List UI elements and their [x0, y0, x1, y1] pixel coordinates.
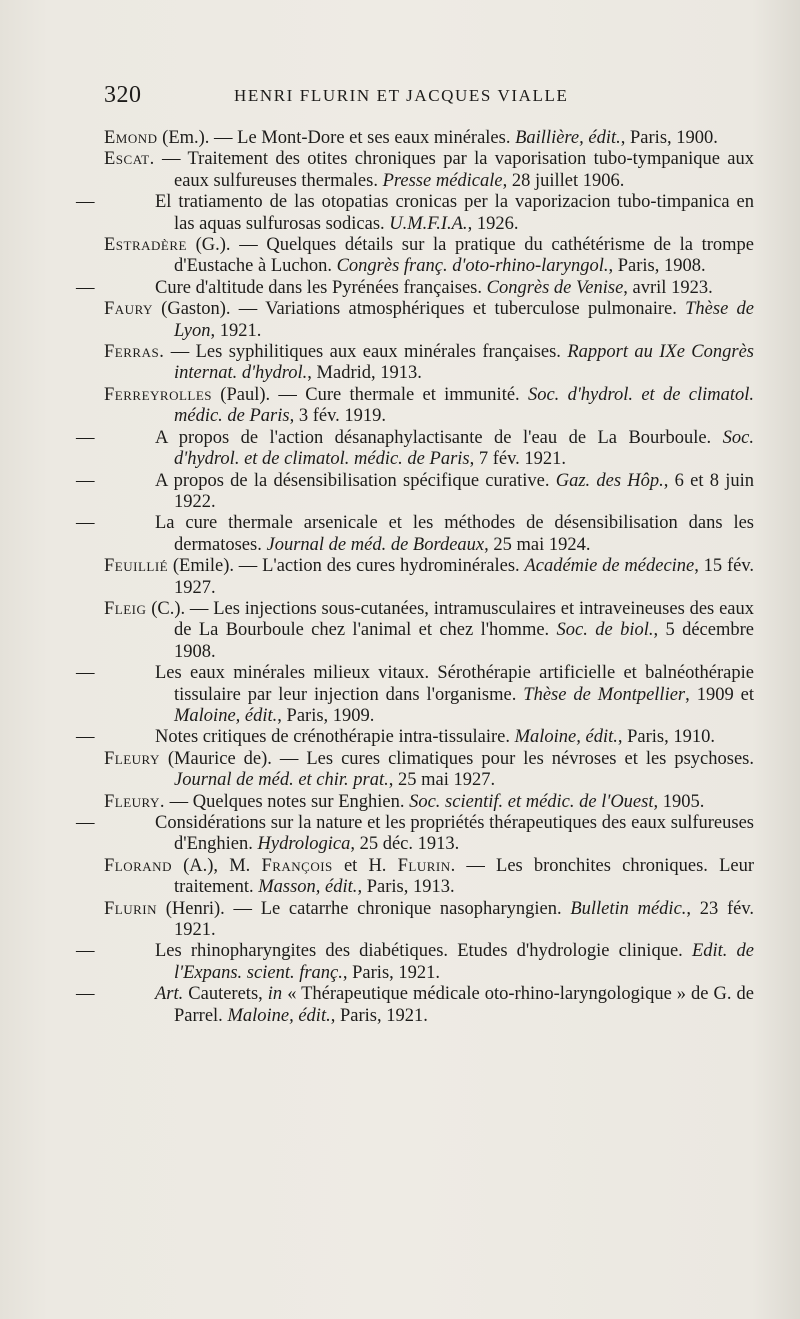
publication-italic: Presse médicale — [382, 170, 503, 191]
bibliography-entry — [76, 813, 754, 856]
entry-text: — Traitement des otites chroniques par la vaporisation tubo-tympanique aux eaux sulfureuses thermales. — [154, 149, 754, 191]
publication-italic: Académie de médecine — [524, 556, 695, 577]
entry-text: (Emile). — L'action des cures hydrominérales. — [168, 556, 525, 577]
entry-text: (Gaston). — Variations atmosphériques et tuberculose pulmonaire. — [152, 299, 686, 320]
entry-text: Cauterets, — [183, 984, 268, 1005]
publication-italic: Congrès de Venise — [486, 277, 624, 298]
bibliography-entry — [104, 899, 754, 942]
entry-text: , Paris, 1921. — [342, 962, 441, 983]
publication-italic: Thèse de Montpellier — [523, 684, 686, 705]
publication-italic: Maloine, édit. — [227, 1005, 331, 1026]
entry-text: , avril 1923. — [623, 277, 713, 298]
entry-author: Ferras. — [104, 342, 165, 363]
entry-author: Fleury. — [104, 791, 166, 812]
bibliography-entry — [104, 599, 754, 663]
entry-author: Fleury — [104, 748, 160, 769]
entry-author: Faury — [104, 299, 153, 320]
bibliography-entry — [76, 984, 754, 1027]
publication-italic: Maloine, édit. — [174, 705, 278, 726]
entry-text: « Thérapeutique médicale oto-rhino-laryngologique » de G. de Parrel. — [174, 984, 754, 1026]
bibliography-entry — [104, 385, 754, 428]
bibliography-entry — [76, 513, 754, 556]
entry-text: A propos de la désensibilisation spécifique curative. — [155, 470, 556, 491]
entry-text: (Em.). — Le Mont-Dore et ses eaux minérales. — [157, 128, 516, 148]
entry-text: Considérations sur la nature et les propriétés thérapeutiques des eaux sulfureuses d'Enghien. — [155, 813, 754, 855]
bibliography-entry — [104, 792, 754, 813]
entry-text: , Paris, 1921. — [330, 1005, 428, 1026]
entry-author: Feuillié — [104, 556, 169, 577]
entry-text: La cure thermale arsenicale et les méthodes de désensibilisation dans les dermatoses. — [155, 513, 754, 555]
publication-italic: in — [267, 984, 283, 1005]
entry-text: Les rhinopharyngites des diabétiques. Etudes d'hydrologie clinique. — [155, 941, 692, 962]
bibliography-list — [76, 128, 755, 1027]
running-title: HENRI FLURIN ET JACQUES VIALLE — [234, 86, 569, 105]
entry-author: Flurin — [397, 855, 451, 876]
publication-italic: Soc. d'hydrol. et de climatol. médic. de Paris — [174, 427, 754, 470]
publication-italic: Masson, édit. — [258, 877, 358, 898]
page-number: 320 — [104, 82, 142, 108]
bibliography-entry — [104, 856, 754, 899]
entry-text: (G.). — Quelques détails sur la pratique du cathétérisme de la trompe d'Eustache à Luchon. — [174, 235, 754, 277]
entry-author: Escat. — [104, 149, 155, 170]
entry-text: , 1909 et — [685, 684, 754, 705]
entry-text: , 5 décembre 1908. — [174, 620, 754, 662]
publication-italic: Journal de méd. et chir. prat. — [174, 770, 389, 791]
publication-italic: Gaz. des Hôp. — [555, 470, 664, 491]
continuation-dash: — — [76, 663, 95, 684]
bibliography-entry — [104, 235, 754, 278]
bibliography-entry — [76, 427, 754, 471]
entry-text: , 1926. — [467, 213, 519, 234]
bibliography-entry — [76, 470, 754, 514]
publication-italic: Baillière, édit. — [515, 128, 621, 148]
entry-text: , 25 déc. 1913. — [350, 834, 460, 855]
entry-text: A propos de l'action désanaphylactisante de l'eau de La Bourboule. — [155, 427, 723, 448]
entry-text: , 23 fév. 1921. — [174, 898, 754, 941]
entry-author: Fleig — [104, 598, 147, 619]
continuation-dash: — — [76, 427, 95, 448]
entry-text: , 6 et 8 juin 1922. — [174, 470, 754, 512]
entry-author: Florand — [104, 855, 172, 876]
publication-italic: U.M.F.I.A. — [389, 213, 468, 234]
entry-text: (C.). — Les injections sous-cutanées, intramusculaires et intraveineuses des eaux de La Bourboule chez l'animal et chez l'homme. — [146, 598, 754, 641]
entry-text: (Maurice de). — Les cures climatiques pour les névroses et les psychoses. — [159, 748, 754, 769]
bibliography-entry — [76, 663, 754, 727]
bibliography-entry — [76, 192, 754, 235]
entry-text: Les eaux minérales milieux vitaux. Sérothérapie artificielle et balnéothérapie tissulaire par leur injection dans l'organisme. — [155, 663, 754, 705]
entry-text: (A.), M. — [171, 855, 262, 876]
entry-author: Estradère — [104, 235, 187, 256]
entry-author: Flurin — [104, 898, 158, 919]
entry-text: , 7 fév. 1921. — [469, 449, 567, 470]
entry-text: , Paris, 1900. — [620, 128, 718, 148]
entry-text: , 3 fév. 1919. — [289, 406, 387, 427]
continuation-dash: — — [76, 984, 95, 1005]
entry-text: El tratiamento de las otopatias cronicas per la vaporizacion tubo-timpanica en las aquas sulfurosas sodicas. — [155, 192, 754, 234]
publication-italic: Soc. d'hydrol. et de climatol. médic. de Paris — [174, 384, 754, 427]
publication-italic: Soc. scientif. et médic. de l'Ouest — [409, 791, 654, 812]
page-header — [104, 82, 724, 112]
bibliography-entry — [76, 941, 754, 984]
publication-italic: Maloine, édit. — [514, 727, 618, 748]
entry-text: , Paris, 1913. — [357, 877, 455, 898]
bibliography-entry — [104, 749, 754, 792]
entry-text: et H. — [332, 855, 398, 876]
entry-text: , 15 fév. 1927. — [174, 556, 755, 598]
entry-text: , Paris, 1909. — [277, 705, 375, 726]
bibliography-entry — [104, 149, 754, 192]
bibliography-entry — [104, 299, 754, 342]
publication-italic: Hydrologica — [257, 834, 351, 855]
bibliography-entry — [104, 342, 754, 385]
publication-italic: Rapport au IXe Congrès internat. d'hydrol. — [174, 342, 754, 384]
entry-text: , 1905. — [653, 791, 705, 812]
entry-text: Notes critiques de crénothérapie intra-tissulaire. — [155, 727, 515, 748]
publication-italic: Thèse de Lyon — [174, 299, 755, 341]
publication-italic: Congrès franç. d'oto-rhino-laryngol. — [336, 256, 609, 277]
entry-text: — Quelques notes sur Enghien. — [165, 791, 410, 812]
entry-text: — Les syphilitiques aux eaux minérales françaises. — [164, 342, 568, 363]
entry-text: , 25 mai 1924. — [484, 534, 591, 555]
bibliography-entry — [104, 128, 754, 149]
entry-text: . — Les bronchites chroniques. Leur traitement. — [174, 855, 754, 898]
publication-italic: Art. — [155, 984, 184, 1005]
continuation-dash: — — [76, 513, 95, 534]
entry-text: Cure d'altitude dans les Pyrénées françaises. — [155, 277, 487, 298]
entry-author: Emond — [104, 128, 158, 148]
entry-author: François — [261, 855, 333, 876]
bibliography-entry — [76, 277, 754, 299]
continuation-dash: — — [76, 470, 95, 491]
continuation-dash: — — [76, 941, 95, 962]
bibliography-entry — [104, 556, 754, 599]
entry-text: (Henri). — Le catarrhe chronique nasopharyngien. — [157, 898, 571, 919]
continuation-dash: — — [76, 813, 95, 833]
entry-text: , 28 juillet 1906. — [502, 170, 625, 191]
entry-text: , Paris, 1910. — [617, 727, 715, 748]
continuation-dash: — — [76, 277, 95, 298]
entry-text: (Paul). — Cure thermale et immunité. — [212, 384, 528, 405]
entry-author: Ferreyrolles — [104, 384, 213, 405]
publication-italic: Journal de méd. de Bordeaux — [266, 534, 485, 555]
entry-text: , Paris, 1908. — [608, 256, 706, 277]
publication-italic: Bulletin médic. — [570, 898, 687, 919]
publication-italic: Soc. de biol. — [556, 620, 654, 641]
entry-text: , 25 mai 1927. — [388, 770, 496, 791]
publication-italic: Edit. de l'Expans. scient. franç. — [174, 941, 754, 983]
continuation-dash: — — [76, 727, 95, 748]
entry-text: , Madrid, 1913. — [307, 363, 422, 384]
entry-text: , 1921. — [210, 320, 262, 341]
bibliography-entry — [76, 727, 754, 748]
continuation-dash: — — [76, 192, 95, 213]
